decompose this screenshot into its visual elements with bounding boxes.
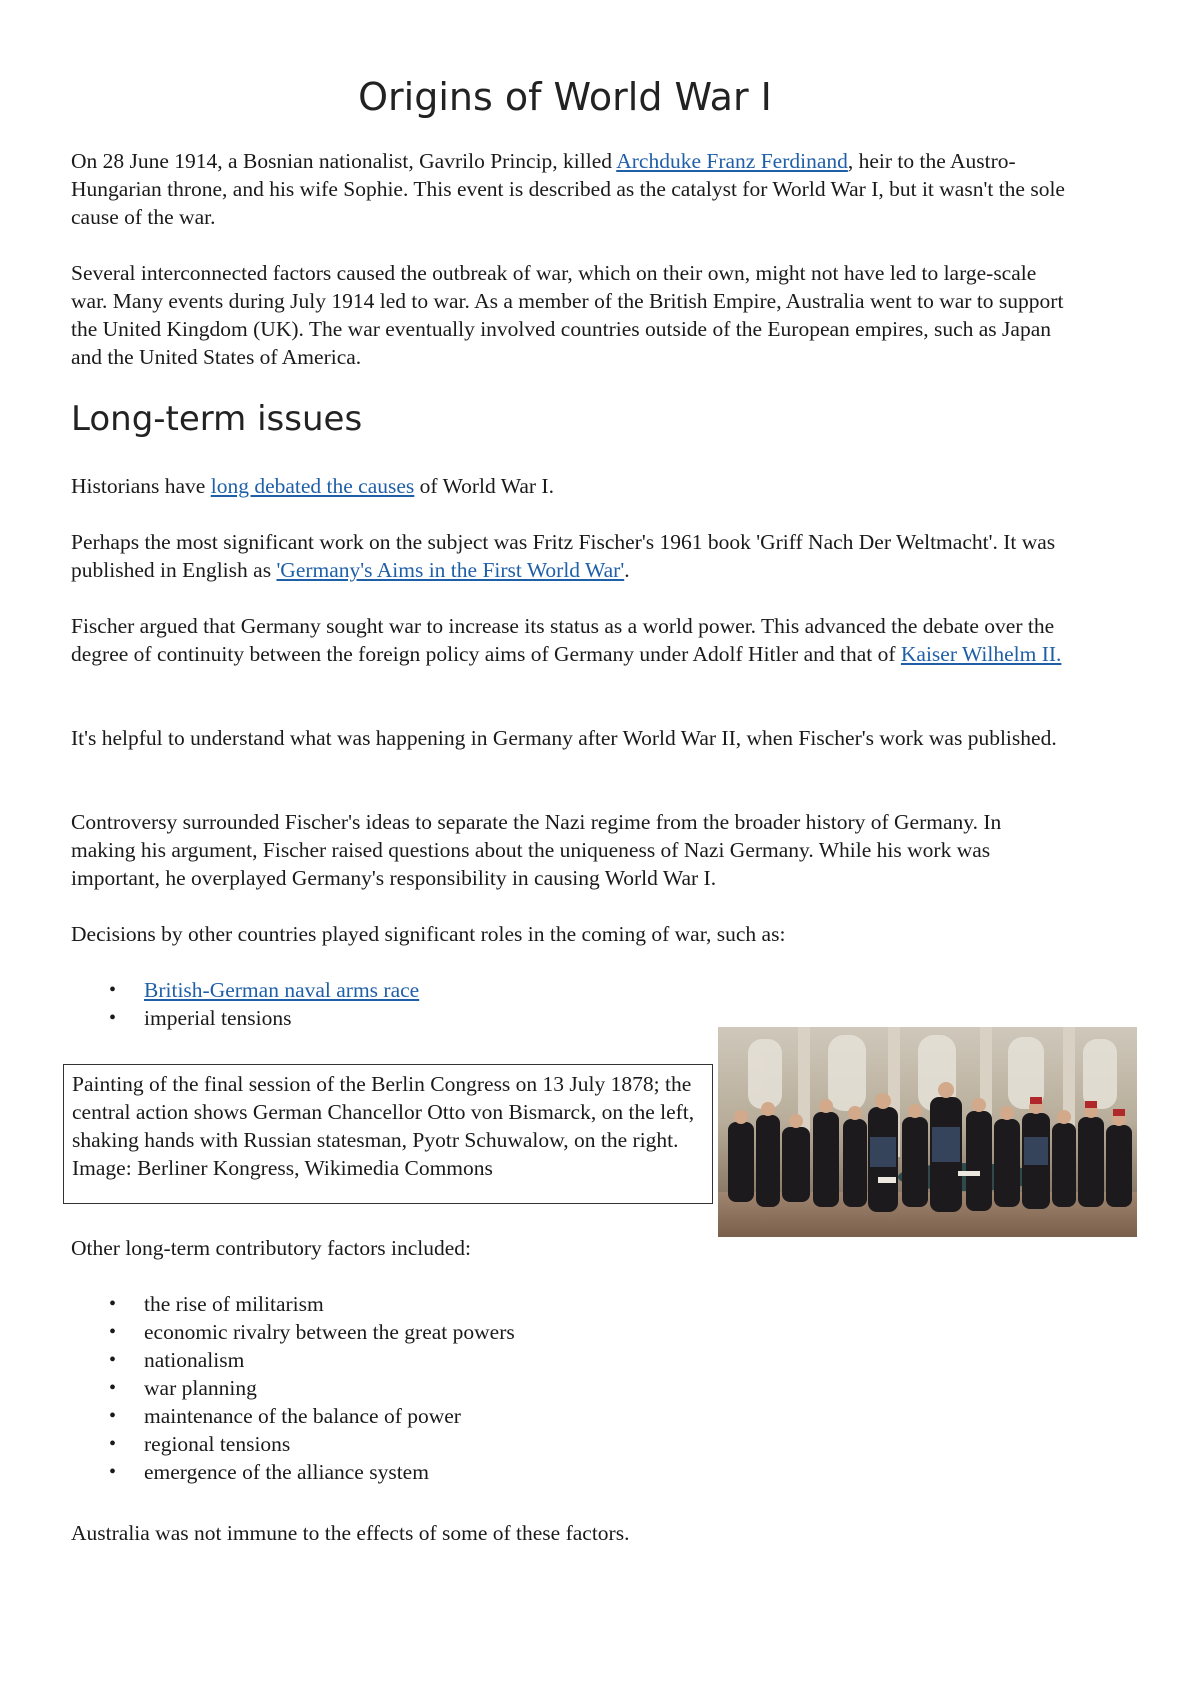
- list-item: • maintenance of the balance of power: [71, 1402, 515, 1430]
- intro-paragraph-1: [71, 147, 1071, 231]
- archduke-link[interactable]: Archduke Franz Ferdinand: [616, 149, 848, 173]
- list-item: • emergence of the alliance system: [71, 1458, 515, 1486]
- fischer-book-text-a: Perhaps the most significant work on the subject was Fritz Fischer's 1961 book 'Griff Nach Der Weltmacht'. It was published in English as: [71, 530, 1056, 582]
- fischer-book-paragraph: [71, 528, 1071, 584]
- list-item: • the rise of militarism: [71, 1290, 515, 1318]
- other-factors-paragraph: Other long-term contributory factors included:: [71, 1236, 472, 1260]
- factors-list: [71, 1290, 515, 1486]
- image-caption: Painting of the final session of the Berlin Congress on 13 July 1878; the central action shows German Chancellor Otto von Bismarck, on the left, shaking hands with Russian statesman, Pyotr Schuwalow, on the right. Image: Berliner Kongress, Wikimedia Commons: [63, 1064, 713, 1204]
- list-item: • imperial tensions: [71, 1004, 419, 1032]
- decisions-paragraph: Decisions by other countries played significant roles in the coming of war, such as:: [71, 922, 786, 946]
- list-item: • regional tensions: [71, 1430, 515, 1458]
- fischer-argument-text: Fischer argued that Germany sought war to increase its status as a world power. This advanced the debate over the degree of continuity between the foreign policy aims of Germany under Adolf Hitler and that of: [71, 614, 1055, 666]
- list-item: [71, 976, 419, 1004]
- controversy-paragraph: Controversy surrounded Fischer's ideas to separate the Nazi regime from the broader history of Germany. In making his argument, Fischer raised questions about the uniqueness of Nazi Germany. While his work was important, he overplayed Germany's responsibility in causing World War I.: [71, 810, 1002, 890]
- historians-paragraph: [71, 472, 1071, 500]
- fischer-argument-paragraph: [71, 612, 1071, 668]
- decisions-list: [71, 976, 419, 1032]
- page-title: Origins of World War I: [358, 75, 772, 119]
- historians-text-a: Historians have: [71, 474, 211, 498]
- list-item: • economic rivalry between the great powers: [71, 1318, 515, 1346]
- closing-paragraph: Australia was not immune to the effects of some of these factors.: [71, 1521, 630, 1545]
- list-item: • war planning: [71, 1374, 515, 1402]
- intro-paragraph-2: Several interconnected factors caused the outbreak of war, which on their own, might not have led to large-scale war. Many events during July 1914 led to war. As a member of the British Empire, Australia went to war to support the United Kingdom (UK). The war eventually involved countries outside of the European empires, such as Japan and the United States of America.: [71, 261, 1064, 369]
- intro-text-a: On 28 June 1914, a Bosnian nationalist, Gavrilo Princip, killed: [71, 149, 617, 173]
- historians-text-b: of World War I.: [414, 474, 554, 498]
- postwar-germany-paragraph: It's helpful to understand what was happening in Germany after World War II, when Fischer's work was published.: [71, 726, 1057, 750]
- naval-arms-race-link[interactable]: British-German naval arms race: [144, 978, 420, 1002]
- list-item: • nationalism: [71, 1346, 515, 1374]
- intro-text-b: , heir to the Austro-Hungarian throne, and his wife Sophie. This event is described as the catalyst for World War I, but it wasn't the sole cause of the war.: [71, 149, 1065, 229]
- debated-causes-link[interactable]: long debated the causes: [210, 474, 415, 498]
- berlin-congress-painting: [718, 1027, 1137, 1237]
- germanys-aims-link[interactable]: 'Germany's Aims in the First World War': [276, 558, 625, 582]
- kaiser-wilhelm-link[interactable]: Kaiser Wilhelm II.: [900, 642, 1062, 666]
- section-heading: Long-term issues: [71, 399, 363, 439]
- fischer-book-text-b: .: [624, 558, 630, 582]
